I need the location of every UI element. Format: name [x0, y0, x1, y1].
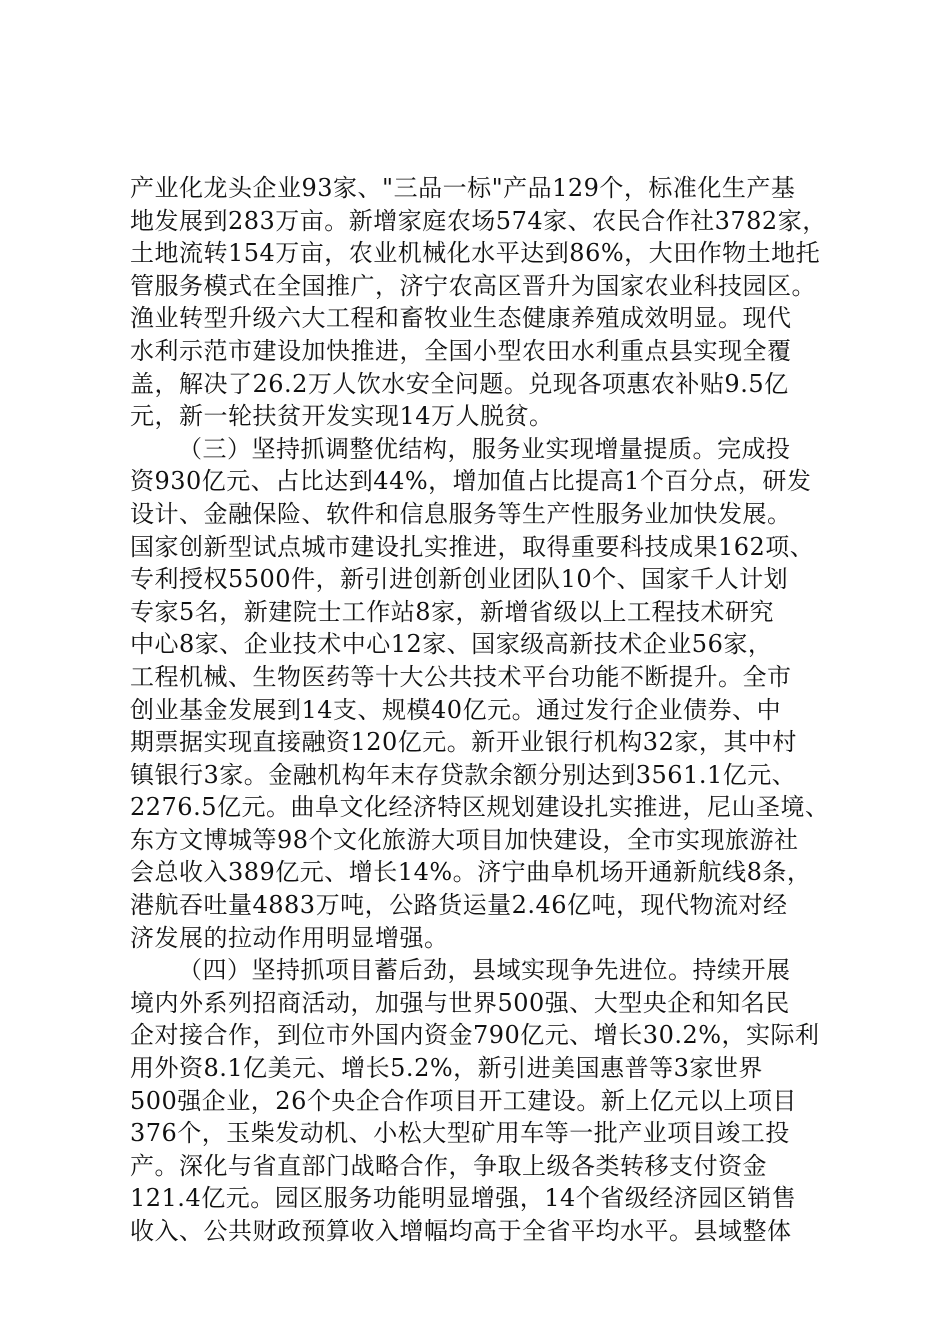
text-line: 管服务模式在全国推广，济宁农高区晋升为国家农业科技园区。 — [130, 271, 816, 300]
text-line: 境内外系列招商活动，加强与世界500强、大型央企和知名民 — [130, 988, 790, 1017]
text-line: 水利示范市建设加快推进，全国小型农田水利重点县实现全覆 — [130, 336, 792, 365]
paragraph-start-line: （三）坚持抓调整优结构，服务业实现增量提质。完成投 — [178, 434, 791, 463]
text-line: 期票据实现直接融资120亿元。新开业银行机构32家，其中村 — [130, 728, 797, 757]
text-line: 专利授权5500件，新引进创新创业团队10个、国家千人计划 — [130, 565, 789, 594]
text-line: 土地流转154万亩，农业机械化水平达到86%，大田作物土地托 — [130, 239, 821, 268]
text-line: 会总收入389亿元、增长14%。济宁曲阜机场开通新航线8条， — [130, 858, 812, 887]
text-line: 国家创新型试点城市建设扎实推进，取得重要科技成果162项、 — [130, 532, 815, 561]
body-text — [130, 172, 850, 1248]
text-line: 产业化龙头企业93家、"三品一标"产品129个，标准化生产基 — [130, 174, 796, 202]
text-line: 500强企业，26个央企合作项目开工建设。新上亿元以上项目 — [130, 1086, 797, 1115]
text-line: 用外资8.1亿美元、增长5.2%，新引进美国惠普等3家世界 — [130, 1054, 763, 1083]
text-line: 工程机械、生物医药等十大公共技术平台功能不断提升。全市 — [130, 662, 792, 691]
text-line: 121.4亿元。园区服务功能明显增强，14个省级经济园区销售 — [130, 1184, 797, 1213]
text-line: 元，新一轮扶贫开发实现14万人脱贫。 — [130, 402, 554, 431]
text-line: 收入、公共财政预算收入增幅均高于全省平均水平。县域整体 — [130, 1217, 792, 1245]
text-line: 地发展到283万亩。新增家庭农场574家、农民合作社3782家， — [130, 206, 827, 235]
text-line: 设计、金融保险、软件和信息服务等生产性服务业加快发展。 — [130, 499, 792, 528]
text-line: 专家5名，新建院士工作站8家，新增省级以上工程技术研究 — [130, 597, 775, 626]
text-line: 中心8家、企业技术中心12家、国家级高新技术企业56家， — [130, 630, 773, 659]
text-line: 创业基金发展到14支、规模40亿元。通过发行企业债券、中 — [130, 695, 782, 724]
text-line: 企对接合作，到位市外国内资金790亿元、增长30.2%，实际利 — [130, 1021, 820, 1050]
text-line: 376个，玉柴发动机、小松大型矿用车等一批产业项目竣工投 — [130, 1119, 790, 1148]
text-line: 济发展的拉动作用明显增强。 — [130, 923, 449, 952]
text-line: 渔业转型升级六大工程和畜牧业生态健康养殖成效明显。现代 — [130, 304, 792, 333]
paragraph-start-line: （四）坚持抓项目蓄后劲，县域实现争先进位。持续开展 — [178, 956, 791, 985]
text-line: 港航吞吐量4883万吨，公路货运量2.46亿吨，现代物流对经 — [130, 891, 788, 920]
text-line: 2276.5亿元。曲阜文化经济特区规划建设扎实推进，尼山圣境、 — [130, 793, 830, 822]
text-line: 产。深化与省直部门战略合作，争取上级各类转移支付资金 — [130, 1151, 767, 1180]
text-line: 镇银行3家。金融机构年末存贷款余额分别达到3561.1亿元、 — [130, 760, 797, 789]
text-line: 盖，解决了26.2万人饮水安全问题。兑现各项惠农补贴9.5亿 — [130, 369, 789, 398]
text-line: 资930亿元、占比达到44%，增加值占比提高1个百分点，研发 — [130, 467, 812, 496]
text-line: 东方文博城等98个文化旅游大项目加快建设，全市实现旅游社 — [130, 825, 799, 854]
